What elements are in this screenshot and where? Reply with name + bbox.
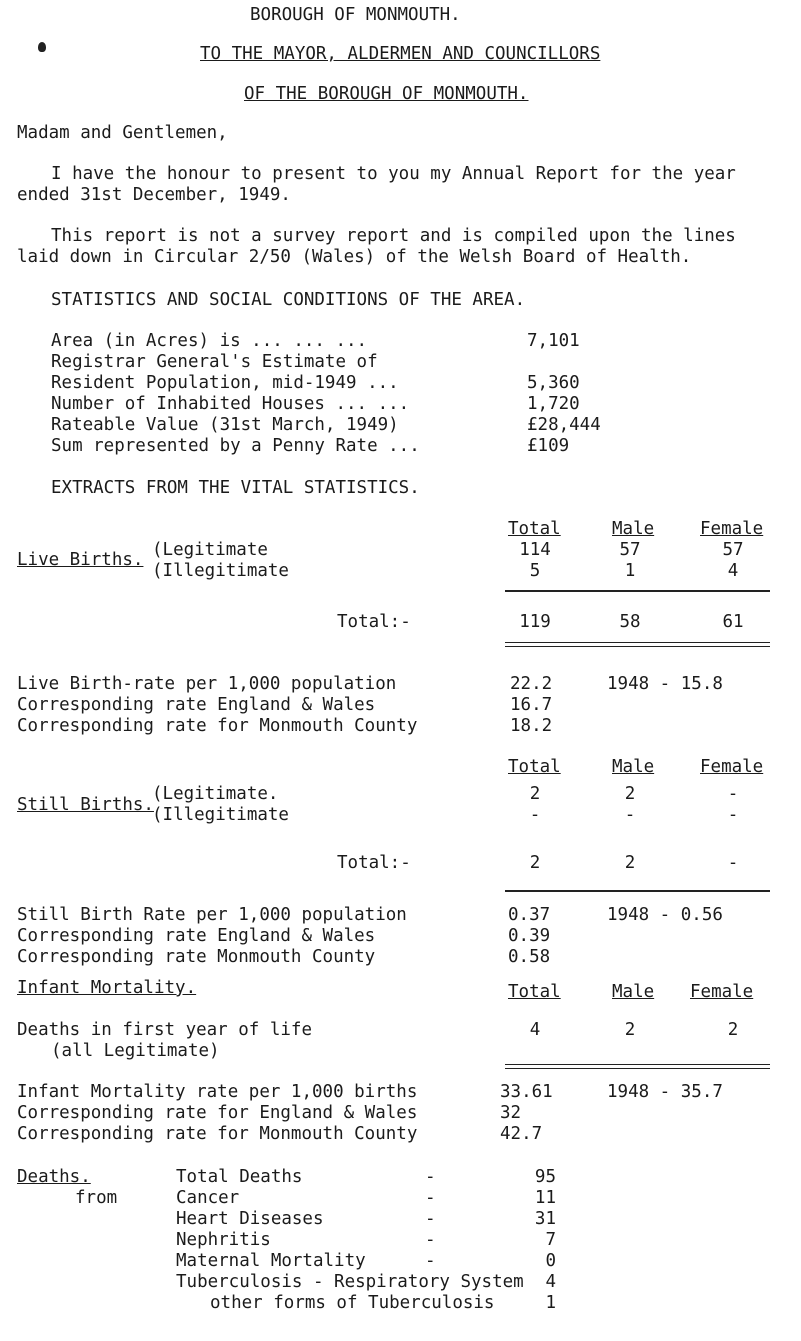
rate-value: 0.37: [508, 905, 551, 925]
cell-female: -: [727, 784, 739, 804]
row-label-illegitimate: (Illegitimate: [152, 805, 289, 825]
rate-value: 18.2: [510, 716, 553, 736]
cell-total: 4: [529, 1020, 541, 1040]
page-title: BOROUGH OF MONMOUTH.: [250, 5, 461, 25]
cell-male: 2: [624, 784, 636, 804]
rate-value: 22.2: [510, 674, 553, 694]
address-line-of: OF THE BOROUGH OF MONMOUTH.: [244, 84, 529, 104]
paragraph-line: ended 31st December, 1949.: [17, 185, 291, 205]
stat-label: Number of Inhabited Houses ... ...: [51, 394, 410, 414]
stat-value: 5,360: [527, 373, 580, 393]
rate-value: 42.7: [500, 1124, 543, 1144]
cell-male: 2: [624, 1020, 636, 1040]
cell-male: 57: [619, 540, 641, 560]
death-count: 11: [534, 1188, 556, 1208]
death-count: 7: [545, 1230, 556, 1250]
divider: [505, 590, 770, 592]
stat-value: 1,720: [527, 394, 580, 414]
salutation: Madam and Gentlemen,: [17, 123, 228, 143]
dash: -: [425, 1167, 436, 1187]
death-count: 0: [545, 1251, 556, 1271]
cell-female: -: [727, 853, 739, 873]
dash: -: [425, 1209, 436, 1229]
rate-label: Corresponding rate for Monmouth County: [17, 716, 418, 736]
cell-male: 58: [619, 612, 641, 632]
cell-female: 61: [722, 612, 744, 632]
column-header-total: Total: [508, 757, 561, 777]
deaths-first-year-label: Deaths in first year of life: [17, 1020, 313, 1040]
stat-value: 7,101: [527, 331, 580, 351]
rate-label: Corresponding rate England & Wales: [17, 695, 376, 715]
dash: -: [425, 1188, 436, 1208]
cell-total: -: [529, 805, 541, 825]
death-cause-label: Cancer: [176, 1188, 240, 1208]
rate-value: 16.7: [510, 695, 553, 715]
death-cause-label: Tuberculosis - Respiratory System: [176, 1272, 524, 1292]
double-divider: [505, 642, 770, 647]
column-header-total: Total: [508, 519, 561, 539]
total-label: Total:-: [337, 853, 411, 873]
cell-total: 119: [519, 612, 551, 632]
section-heading: STATISTICS AND SOCIAL CONDITIONS OF THE AREA.: [51, 290, 526, 310]
section-heading: EXTRACTS FROM THE VITAL STATISTICS.: [51, 478, 420, 498]
deaths-heading: Deaths.: [17, 1167, 91, 1187]
live-births-label: Live Births.: [17, 550, 144, 570]
dash: -: [425, 1230, 436, 1250]
death-cause-label: other forms of Tuberculosis: [210, 1293, 495, 1313]
deaths-from-label: from: [75, 1188, 118, 1208]
stat-label: Area (in Acres) is ... ... ...: [51, 331, 368, 351]
death-cause-label: Total Deaths: [176, 1167, 303, 1187]
rate-previous-year: 1948 - 35.7: [607, 1082, 723, 1102]
infant-mortality-heading: Infant Mortality.: [17, 978, 197, 998]
cell-total: 5: [529, 561, 541, 581]
row-label-illegitimate: (Illegitimate: [152, 561, 289, 581]
death-count: 1: [545, 1293, 556, 1313]
cell-female: 4: [727, 561, 739, 581]
cell-total: 114: [519, 540, 551, 560]
paragraph-line: laid down in Circular 2/50 (Wales) of the Welsh Board of Health.: [17, 247, 692, 267]
cell-female: 2: [727, 1020, 739, 1040]
rate-value: 33.61: [500, 1082, 553, 1102]
cell-male: -: [624, 805, 636, 825]
dash: -: [425, 1251, 436, 1271]
double-divider: [505, 1064, 770, 1069]
death-cause-label: Heart Diseases: [176, 1209, 324, 1229]
cell-male: 2: [624, 853, 636, 873]
rate-value: 32: [500, 1103, 522, 1123]
deaths-first-year-note: (all Legitimate): [51, 1041, 220, 1061]
rate-label: Corresponding rate for England & Wales: [17, 1103, 418, 1123]
death-cause-label: Maternal Mortality: [176, 1251, 366, 1271]
paragraph-line: I have the honour to present to you my Annual Report for the year: [51, 164, 736, 184]
rate-label: Live Birth-rate per 1,000 population: [17, 674, 397, 694]
rate-label: Still Birth Rate per 1,000 population: [17, 905, 407, 925]
total-label: Total:-: [337, 612, 411, 632]
address-line-to: TO THE MAYOR, ALDERMEN AND COUNCILLORS: [200, 44, 601, 64]
rate-label: Corresponding rate England & Wales: [17, 926, 376, 946]
stat-value: £28,444: [527, 415, 601, 435]
rate-value: 0.58: [508, 947, 551, 967]
still-births-label: Still Births.: [17, 795, 154, 815]
stat-label: Rateable Value (31st March, 1949): [51, 415, 399, 435]
cell-male: 1: [624, 561, 636, 581]
row-label-legitimate: (Legitimate.: [152, 784, 279, 804]
column-header-male: Male: [612, 519, 655, 539]
column-header-female: Female: [690, 982, 754, 1002]
cell-total: 2: [529, 784, 541, 804]
ink-mark: [38, 42, 46, 52]
stat-label: Sum represented by a Penny Rate ...: [51, 436, 420, 456]
death-cause-label: Nephritis: [176, 1230, 271, 1250]
row-label-legitimate: (Legitimate: [152, 540, 268, 560]
death-count: 31: [534, 1209, 556, 1229]
column-header-male: Male: [612, 757, 655, 777]
cell-female: -: [727, 805, 739, 825]
rate-label: Corresponding rate for Monmouth County: [17, 1124, 418, 1144]
stat-label: Resident Population, mid-1949 ...: [51, 373, 399, 393]
death-count: 95: [534, 1167, 556, 1187]
column-header-total: Total: [508, 982, 561, 1002]
column-header-male: Male: [612, 982, 655, 1002]
rate-previous-year: 1948 - 0.56: [607, 905, 723, 925]
cell-total: 2: [529, 853, 541, 873]
cell-female: 57: [722, 540, 744, 560]
rate-value: 0.39: [508, 926, 551, 946]
rate-previous-year: 1948 - 15.8: [607, 674, 723, 694]
divider: [505, 890, 770, 892]
column-header-female: Female: [700, 519, 764, 539]
rate-label: Infant Mortality rate per 1,000 births: [17, 1082, 418, 1102]
death-count: 4: [545, 1272, 556, 1292]
rate-label: Corresponding rate Monmouth County: [17, 947, 376, 967]
stat-label: Registrar General's Estimate of: [51, 352, 378, 372]
column-header-female: Female: [700, 757, 764, 777]
paragraph-line: This report is not a survey report and is compiled upon the lines: [51, 226, 736, 246]
stat-value: £109: [527, 436, 570, 456]
